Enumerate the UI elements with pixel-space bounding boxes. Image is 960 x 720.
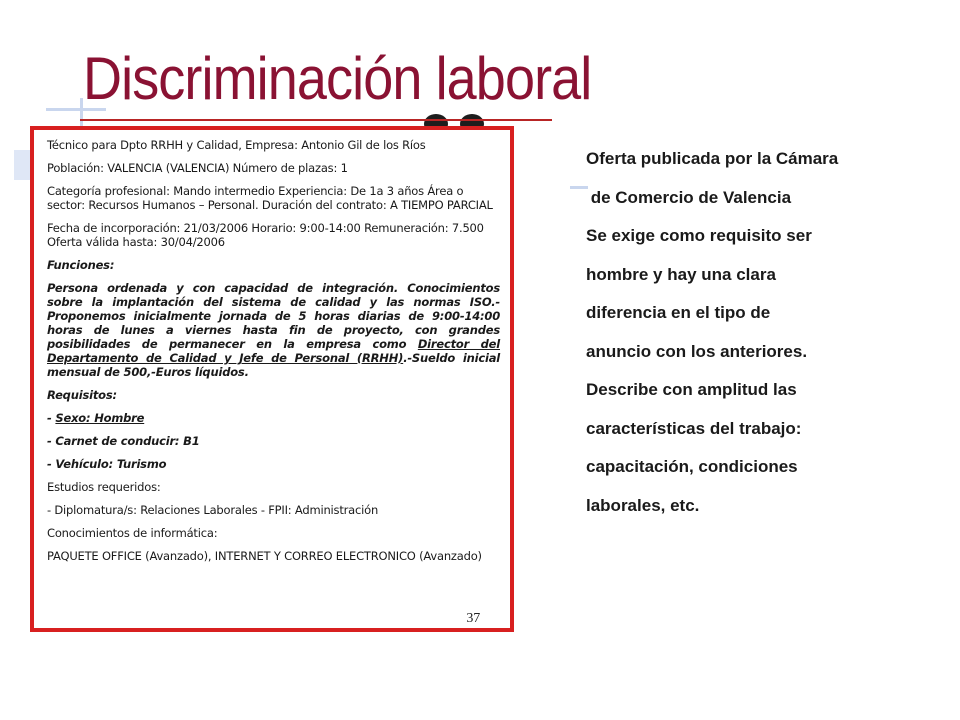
side-text-line: Oferta publicada por la Cámara [586, 149, 839, 168]
doc-req-vehiculo: - Vehículo: Turismo [47, 457, 167, 471]
job-offer-document [30, 126, 514, 632]
doc-informatica-label: Conocimientos de informática: [47, 526, 218, 540]
doc-line-company: Técnico para Dpto RRHH y Calidad, Empresa: Antonio Gil de los Ríos [47, 138, 426, 152]
title-underline [80, 119, 552, 121]
doc-req-sexo-prefix: - [47, 411, 56, 425]
doc-funciones-text [47, 281, 500, 379]
slide-title: Discriminación laboral [83, 45, 592, 112]
side-text-line: Describe con amplitud las [586, 380, 797, 399]
doc-funciones-role: Director del Departamento de Calidad y Jefe de Personal (RRHH) [47, 337, 500, 365]
doc-funciones-label: Funciones: [47, 258, 115, 272]
doc-req-sexo [47, 411, 500, 425]
page-number: 37 [466, 611, 480, 626]
side-text-line: laborales, etc. [586, 495, 700, 515]
doc-estudios-label: Estudios requeridos: [47, 480, 161, 494]
side-text-line: diferencia en el tipo de [586, 303, 771, 322]
side-text-line: de Comercio de Valencia [586, 187, 792, 207]
doc-funciones-text-b: .-Sueldo inicial mensual de 500,-Euros líquidos. [47, 351, 500, 379]
side-text-line: capacitación, condiciones [586, 457, 798, 476]
doc-line-dates: Fecha de incorporación: 21/03/2006 Horario: 9:00-14:00 Remuneración: 7.500 Oferta válida hasta: 30/04/2006 [47, 221, 484, 249]
doc-line-category: Categoría profesional: Mando intermedio Experiencia: De 1a 3 años Área o sector: Recursos Humanos – Personal. Duración del contrato: A TIEMPO PARCIAL [47, 184, 493, 212]
doc-funciones-text-a: Persona ordenada y con capacidad de integración. Conocimientos sobre la implantación del sistema de calidad y las normas ISO.- Proponemos inicialmente jornada de 5 horas diarias de 9:00-14:00 horas de lunes a viernes hasta fin de proyecto, con grandes posibilidades de permanecer en la empresa como [47, 281, 500, 351]
doc-req-carnet: - Carnet de conducir: B1 [47, 434, 200, 448]
side-text-line: hombre y hay una clara [586, 264, 776, 284]
doc-req-sexo-value: Sexo: Hombre [55, 411, 145, 425]
doc-line-population: Población: VALENCIA (VALENCIA) Número de plazas: 1 [47, 161, 348, 175]
doc-estudios-value: - Diplomatura/s: Relaciones Laborales - FPII: Administración [47, 503, 379, 517]
doc-informatica-value: PAQUETE OFFICE (Avanzado), INTERNET Y CORREO ELECTRONICO (Avanzado) [47, 549, 482, 563]
side-commentary [586, 140, 936, 525]
side-text-line: Se exige como requisito ser [586, 226, 812, 245]
side-text-line: anuncio con los anteriores. [586, 341, 808, 361]
doc-requisitos-label: Requisitos: [47, 388, 117, 402]
side-text-line: características del trabajo: [586, 418, 802, 438]
